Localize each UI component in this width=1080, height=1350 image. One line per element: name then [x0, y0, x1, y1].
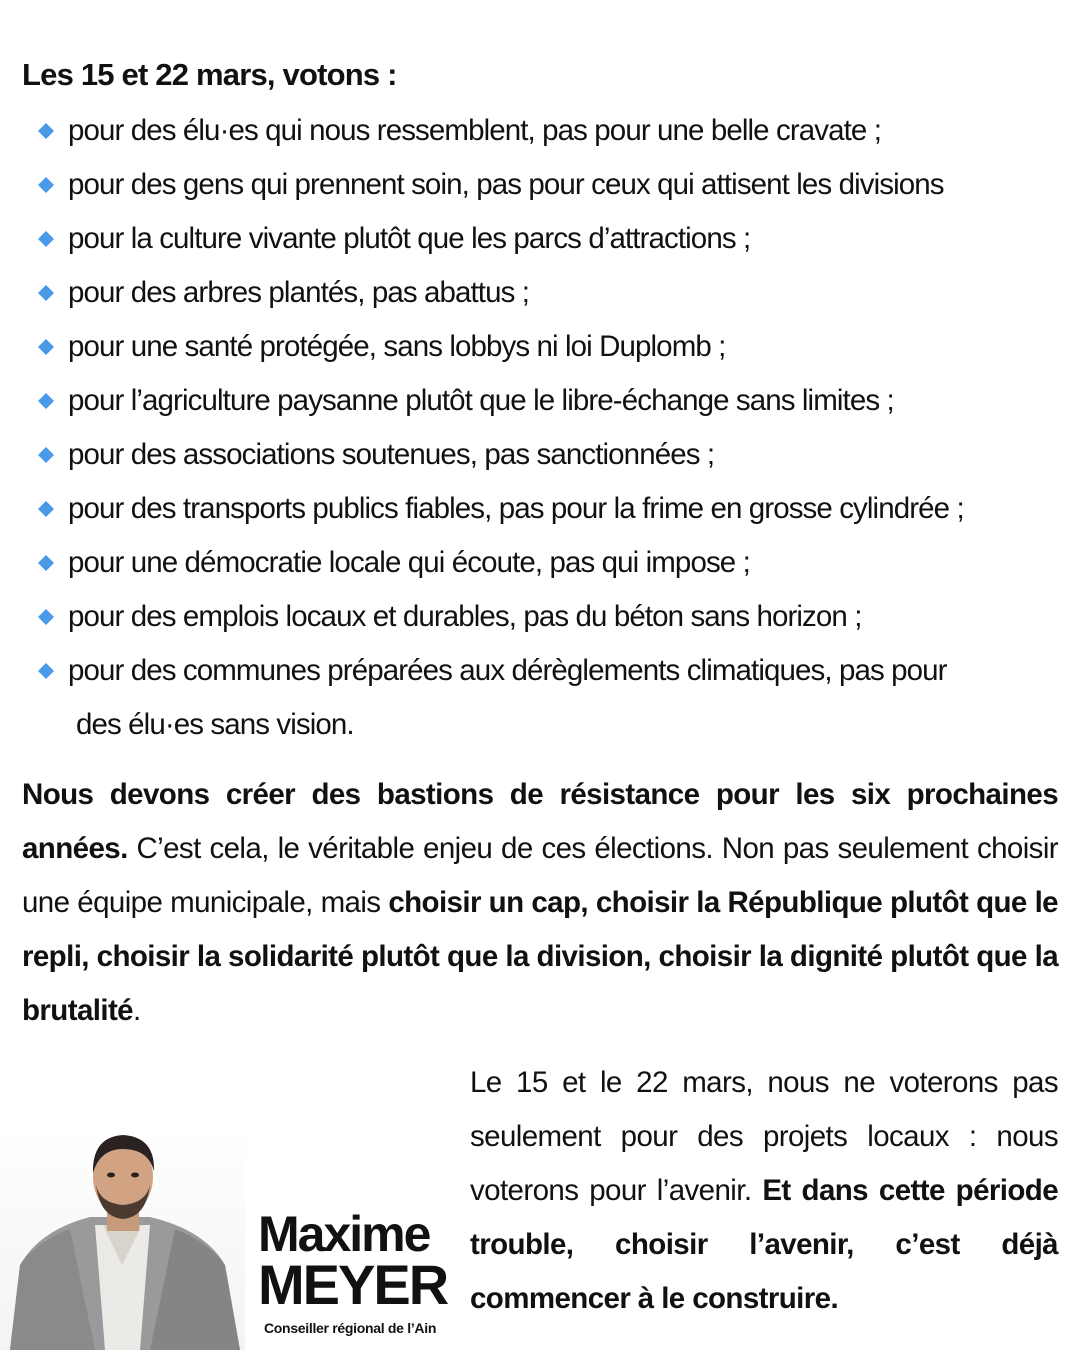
list-item-text: pour la culture vivante plutôt que les parcs d’attractions ; [68, 222, 751, 255]
closing-bold: Et dans cette période trouble, choisir l’avenir, c’est déjà commencer à le construire. [470, 1174, 1058, 1315]
diamond-bullet-icon [38, 609, 54, 625]
paragraph-text-2: . [132, 994, 141, 1027]
list-item-text: pour des emplois locaux et durables, pas du béton sans horizon ; [68, 600, 862, 633]
list-item [36, 104, 1066, 158]
list-item-text: pour l’agriculture paysanne plutôt que le libre-échange sans limites ; [68, 384, 894, 417]
paragraph-text-1: C’est cela, le véritable enjeu de ces élections. Non pas seulement choisir une équipe municipale, mais [22, 832, 1058, 919]
main-paragraph [22, 768, 1058, 1038]
list-item [36, 158, 1066, 212]
diamond-bullet-icon [38, 231, 54, 247]
diamond-bullet-icon [38, 123, 54, 139]
list-item-text: pour des gens qui prennent soin, pas pour ceux qui attisent les divisions [68, 168, 944, 201]
list-item [36, 644, 1066, 752]
last-name: MEYER [258, 1253, 448, 1316]
first-name: Maxime [258, 1206, 430, 1262]
signature-name [258, 1206, 448, 1316]
list-item-continuation: des élu·es sans vision. [76, 708, 354, 741]
list-item [36, 428, 1066, 482]
diamond-bullet-icon [38, 339, 54, 355]
list-item [36, 590, 1066, 644]
diamond-bullet-icon [38, 285, 54, 301]
diamond-bullet-icon [38, 663, 54, 679]
paragraph-bold-2: choisir un cap, choisir la République plutôt que le repli, choisir la solidarité plutôt que la division, choisir la dignité plutôt que la brutalité [22, 886, 1058, 1027]
votes-list [36, 104, 1066, 752]
diamond-bullet-icon [38, 393, 54, 409]
list-item-text: pour des arbres plantés, pas abattus ; [68, 276, 530, 309]
signature-role: Conseiller régional de l’Ain [264, 1320, 437, 1336]
list-item [36, 374, 1066, 428]
portrait-photo [0, 1125, 245, 1350]
heading: Les 15 et 22 mars, votons : [22, 57, 397, 92]
paragraph-bold-1: Nous devons créer des bastions de résistance pour les six prochaines années. [22, 778, 1058, 865]
list-item-text: pour une santé protégée, sans lobbys ni loi Duplomb ; [68, 330, 726, 363]
list-item [36, 212, 1066, 266]
list-item [36, 320, 1066, 374]
list-item [36, 266, 1066, 320]
list-item-text: pour des associations soutenues, pas sanctionnées ; [68, 438, 715, 471]
list-item-text: pour des transports publics fiables, pas pour la frime en grosse cylindrée ; [68, 492, 964, 525]
closing-text: Le 15 et le 22 mars, nous ne voterons pas seulement pour des projets locaux : nous voterons pour l’avenir. [470, 1066, 1058, 1207]
list-item [36, 536, 1066, 590]
list-item-text: pour des communes préparées aux dérèglements climatiques, pas pour [68, 654, 947, 687]
list-item-text: pour des élu·es qui nous ressemblent, pas pour une belle cravate ; [68, 114, 882, 147]
diamond-bullet-icon [38, 501, 54, 517]
closing-paragraph [470, 1056, 1058, 1326]
diamond-bullet-icon [38, 177, 54, 193]
diamond-bullet-icon [38, 555, 54, 571]
diamond-bullet-icon [38, 447, 54, 463]
list-item [36, 482, 1066, 536]
list-item-text: pour une démocratie locale qui écoute, pas qui impose ; [68, 546, 750, 579]
